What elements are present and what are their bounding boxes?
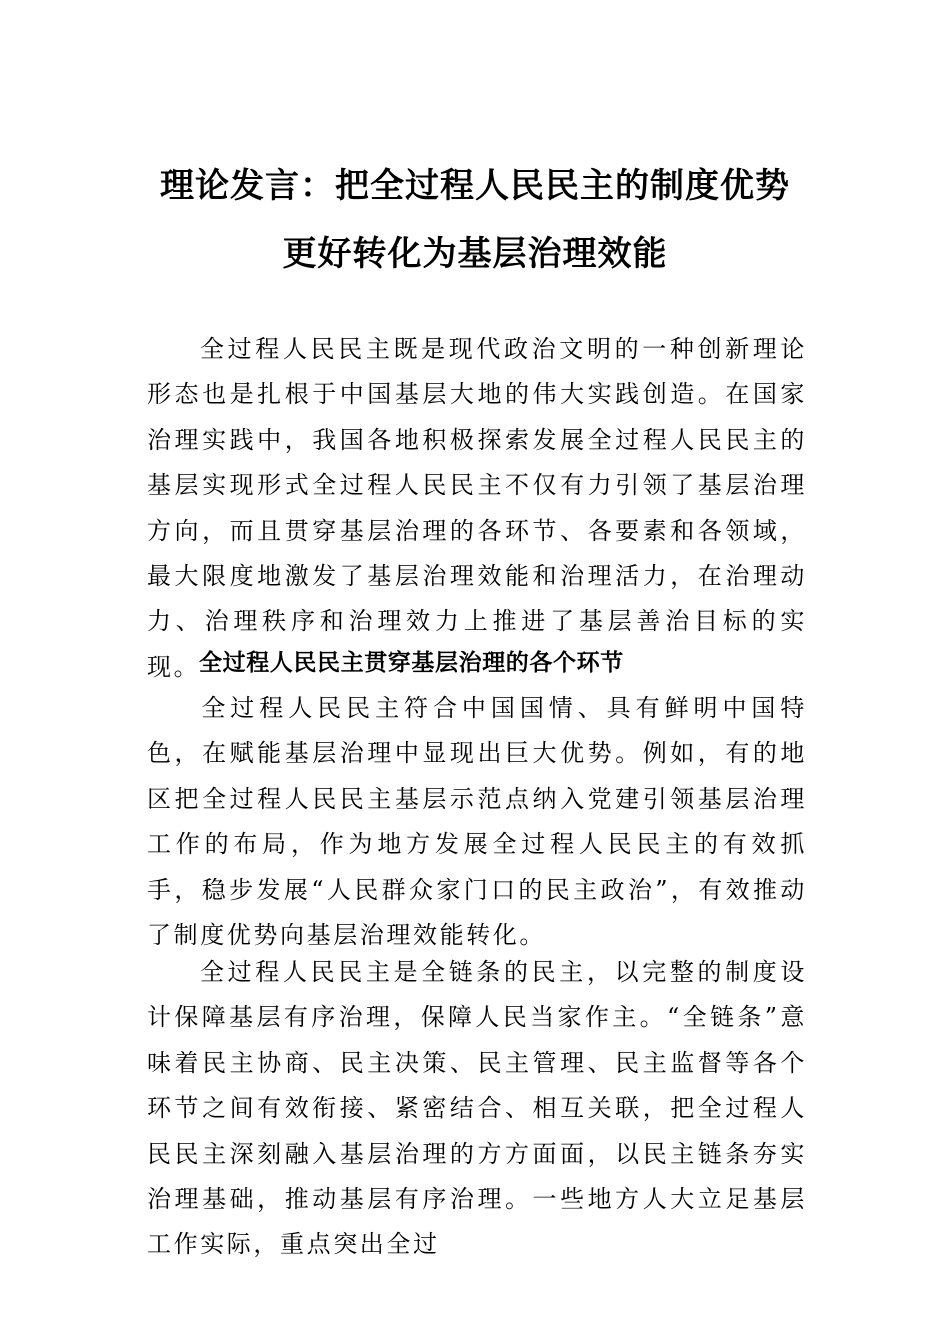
paragraph-3-text: 全过程人民民主是全链条的民主，以完整的制度设计保障基层有序治理，保障人民当家作主。“全链条”意味着民主协商、民主决策、民主管理、民主监督等各个环节之间有效衔接、紧密结合、相互关联，把全过程人民民主深刻融入基层治理的方方面面，以民主链条夯实治理基础，推动基层有序治理。一些地方人大立足基层工作实际，重点突出全过 bbox=[147, 958, 807, 1259]
paragraph-1 bbox=[147, 327, 807, 690]
document-title-line-1: 理论发言：把全过程人民民主的制度优势 bbox=[160, 166, 790, 206]
paragraph-2-text: 全过程人民民主符合中国国情、具有鲜明中国特色，在赋能基层治理中显现出巨大优势。例如，有的地区把全过程人民民主基层示范点纳入党建引领基层治理工作的布局，作为地方发展全过程人民民主的有效抓手，稳步发展“人民群众家门口的民主政治”，有效推动了制度优势向基层治理效能转化。 bbox=[147, 694, 807, 950]
paragraph-3 bbox=[147, 950, 807, 1268]
paragraph-1-text: 全过程人民民主既是现代政治文明的一种创新理论形态也是扎根于中国基层大地的伟大实践创造。在国家治理实践中，我国各地积极探索发展全过程人民民主的基层实现形式全过程人民民主不仅有力引领了基层治理方向，而且贯穿基层治理的各环节、各要素和各领域，最大限度地激发了基层治理效能和治理活力，在治理动力、治理秩序和治理效力上推进了基层善治目标的实现。 bbox=[147, 335, 807, 681]
section-heading: 全过程人民民主贯穿基层治理的各个环节 bbox=[199, 650, 624, 676]
paragraph-2 bbox=[147, 686, 807, 958]
document-title-line-2: 更好转化为基层治理效能 bbox=[282, 234, 668, 274]
